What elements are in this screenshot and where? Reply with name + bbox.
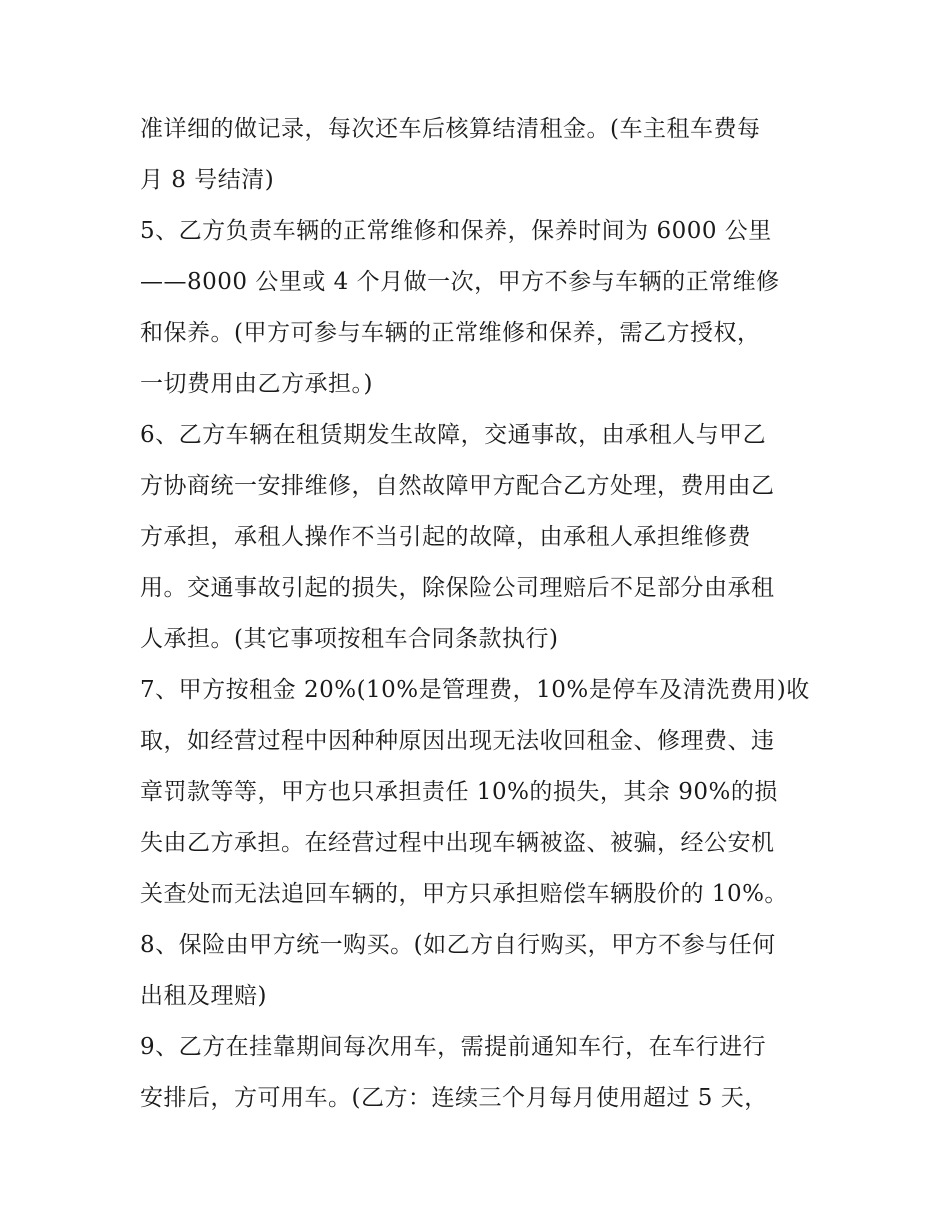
- text-line: 人承担。(其它事项按租车合同条款执行): [140, 626, 559, 652]
- text-line: 方协商统一安排维修，自然故障甲方配合乙方处理，费用由乙: [140, 473, 775, 499]
- text-line: 9、乙方在挂靠期间每次用车，需提前通知车行，在车行进行: [140, 1034, 767, 1060]
- text-line: 6、乙方车辆在租赁期发生故障，交通事故，由承租人与甲乙: [140, 422, 767, 448]
- text-line: 8、保险由甲方统一购买。(如乙方自行购买，甲方不参与任何: [140, 932, 776, 958]
- text-line: 出租及理赔): [140, 983, 267, 1009]
- text-line: 一切费用由乙方承担。): [140, 371, 373, 397]
- text-line: 5、乙方负责车辆的正常维修和保养，保养时间为 6000 公里: [140, 218, 772, 244]
- text-line: 方承担，承租人操作不当引起的故障，由承租人承担维修费: [140, 524, 751, 550]
- text-line: 准详细的做记录，每次还车后核算结清租金。(车主租车费每: [140, 116, 761, 142]
- text-line: 关查处而无法追回车辆的，甲方只承担赔偿车辆股价的 10%。: [140, 881, 788, 907]
- text-line: 章罚款等等，甲方也只承担责任 10%的损失，其余 90%的损: [140, 779, 778, 805]
- text-line: 月 8 号结清): [140, 167, 275, 193]
- text-line: 安排后，方可用车。(乙方：连续三个月每月使用超过 5 天，: [140, 1085, 768, 1111]
- text-line: 和保养。(甲方可参与车辆的正常维修和保养，需乙方授权，: [140, 320, 761, 346]
- contract-text: [140, 104, 830, 1124]
- text-line: 失由乙方承担。在经营过程中出现车辆被盗、被骗，经公安机: [140, 830, 775, 856]
- text-line: ——8000 公里或 4 个月做一次，甲方不参与车辆的正常维修: [140, 269, 780, 295]
- text-line: 7、甲方按租金 20%(10%是管理费，10%是停车及清洗费用)收: [140, 677, 810, 703]
- text-line: 用。交通事故引起的损失，除保险公司理赔后不足部分由承租: [140, 575, 775, 601]
- text-line: 取，如经营过程中因种种原因出现无法收回租金、修理费、违: [140, 728, 775, 754]
